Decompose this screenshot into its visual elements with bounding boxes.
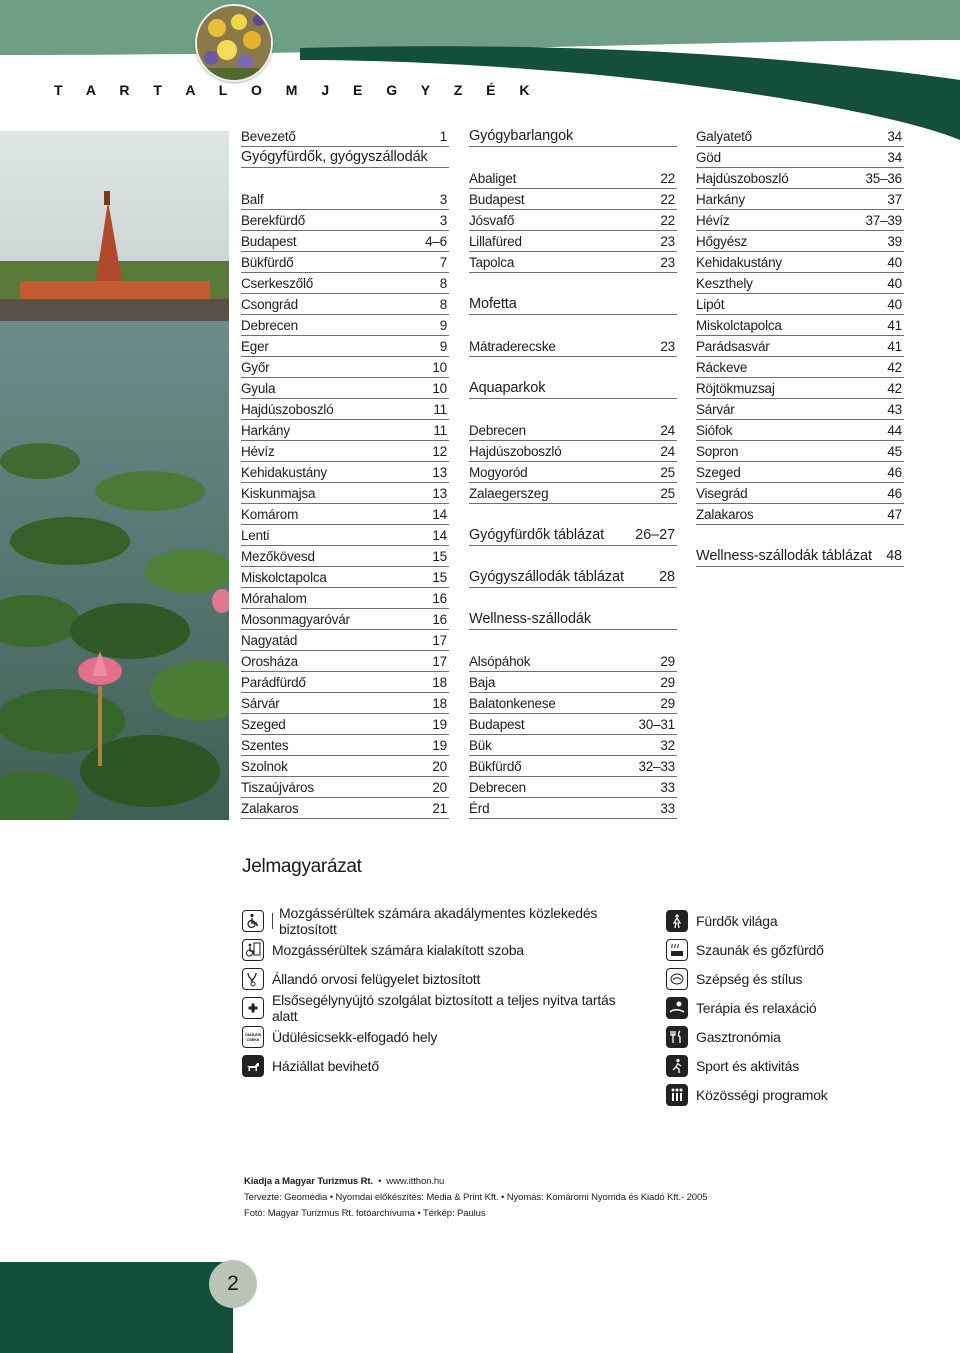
legend-item [242, 906, 642, 935]
toc-entry [696, 421, 904, 441]
toc-entry [469, 232, 677, 252]
toc-entry-label: Debrecen [469, 780, 526, 795]
toc-entry-label: Győr [241, 360, 270, 375]
page-number: 2 [209, 1260, 257, 1308]
toc-entry-page: 10 [432, 360, 447, 375]
legend-item [666, 993, 906, 1022]
toc-entry-label: Szentes [241, 738, 289, 753]
toc-entry [696, 379, 904, 399]
toc-entry-label: Hévíz [241, 444, 275, 459]
publisher: Kiadja a Magyar Turizmus Rt. [244, 1176, 373, 1187]
toc-entry-label: Abaliget [469, 171, 517, 186]
toc-entry-label: Mofetta [469, 296, 517, 312]
toc-entry-label: Mezőkövesd [241, 549, 315, 564]
toc-entry [696, 127, 904, 147]
toc-entry-label: Tapolca [469, 255, 515, 270]
toc-column-2 [469, 127, 677, 820]
toc-entry [469, 253, 677, 273]
toc-entry [469, 799, 677, 819]
toc-entry-page: 33 [660, 801, 675, 816]
toc-spacer [469, 631, 677, 651]
voucher-badge-text: ÜDÜLÉSI CSEKK [245, 1031, 262, 1042]
toc-entry-page: 23 [660, 234, 675, 249]
toc-entry [241, 799, 449, 819]
toc-entry-label: Göd [696, 150, 721, 165]
toc-entry [469, 337, 677, 357]
toc-entry-page: 14 [432, 528, 447, 543]
legend-item-label: Szépség és stílus [696, 970, 803, 987]
toc-entry [241, 127, 449, 147]
toc-entry [241, 526, 449, 546]
therapy-icon [666, 997, 688, 1019]
toc-entry-page: 34 [887, 129, 902, 144]
toc-entry [696, 547, 904, 567]
legend-item [242, 935, 642, 964]
legend-item-label: Szaunák és gőzfürdő [696, 941, 824, 958]
toc-entry-label: Galyatető [696, 129, 752, 144]
toc-entry-page: 15 [432, 549, 447, 564]
legend-item-label: Állandó orvosi felügyelet biztosított [272, 970, 481, 987]
toc-entry-label: Szeged [696, 465, 741, 480]
toc-entry-page: 29 [660, 675, 675, 690]
toc-entry [241, 631, 449, 651]
toc-entry [241, 442, 449, 462]
toc-entry-page: 34 [887, 150, 902, 165]
toc-entry [241, 232, 449, 252]
toc-entry-label: Nagyatád [241, 633, 298, 648]
gastronomy-icon [666, 1026, 688, 1048]
legend-item [242, 964, 642, 993]
toc-entry-label: Gyógyfürdők, gyógyszállodák [241, 149, 428, 165]
toc-entry-label: Visegrád [696, 486, 748, 501]
toc-entry [469, 190, 677, 210]
toc-entry-page: 42 [887, 360, 902, 375]
toc-entry [469, 715, 677, 735]
toc-entry-page: 23 [660, 339, 675, 354]
toc-entry-page: 46 [887, 465, 902, 480]
toc-entry-page: 28 [659, 569, 675, 585]
toc-entry [469, 694, 677, 714]
holiday-voucher-icon [242, 1026, 264, 1048]
toc-entry [696, 253, 904, 273]
legend-item [242, 1051, 642, 1080]
sport-icon [666, 1055, 688, 1077]
toc-entry-label: Lillafüred [469, 234, 522, 249]
medical-supervision-icon [242, 968, 264, 990]
toc-entry [241, 715, 449, 735]
toc-entry-page: 23 [660, 255, 675, 270]
accessible-room-icon [242, 939, 264, 961]
toc-entry [469, 379, 677, 399]
toc-entry [241, 421, 449, 441]
legend-title: Jelmagyarázat [242, 856, 362, 877]
flower-photo-badge [195, 4, 273, 82]
toc-entry-page: 17 [432, 654, 447, 669]
community-icon [666, 1084, 688, 1106]
footer-band [0, 1262, 233, 1353]
toc-entry-label: Keszthely [696, 276, 753, 291]
toc-entry-label: Lenti [241, 528, 270, 543]
toc-entry-page: 16 [432, 591, 447, 606]
toc-entry [241, 148, 449, 168]
toc-entry [469, 169, 677, 189]
toc-entry-label: Mórahalom [241, 591, 307, 606]
toc-entry-label: Jósvafő [469, 213, 515, 228]
toc-entry [241, 484, 449, 504]
legend-item-label: Elsősegélynyújtó szolgálat biztosított a teljes nyitva tartás alatt [272, 991, 616, 1024]
toc-entry-label: Harkány [696, 192, 745, 207]
toc-entry-label: Mátraderecske [469, 339, 556, 354]
toc-entry-page: 3 [439, 192, 447, 207]
legend-item-label: Közösségi programok [696, 1086, 828, 1103]
toc-entry-label: Berekfürdő [241, 213, 306, 228]
toc-entry-label: Sárvár [241, 696, 280, 711]
toc-entry-label: Hajdúszoboszló [696, 171, 789, 186]
toc-entry-label: Szeged [241, 717, 286, 732]
toc-entry-label: Kehidakustány [241, 465, 327, 480]
toc-entry [696, 232, 904, 252]
toc-entry [696, 463, 904, 483]
toc-entry-label: Gyógyfürdők táblázat [469, 527, 605, 543]
toc-entry-label: Hévíz [696, 213, 730, 228]
toc-entry [241, 211, 449, 231]
toc-entry-page: 19 [432, 717, 447, 732]
toc-entry [241, 274, 449, 294]
toc-entry-label: Miskolctapolca [241, 570, 327, 585]
toc-entry-page: 9 [439, 318, 447, 333]
toc-entry-page: 40 [887, 255, 902, 270]
toc-entry-page: 41 [887, 318, 902, 333]
toc-entry-page: 29 [660, 654, 675, 669]
toc-entry-page: 10 [432, 381, 447, 396]
toc-entry [696, 484, 904, 504]
legend-item [666, 964, 906, 993]
toc-entry [241, 379, 449, 399]
toc-entry-label: Zalakaros [696, 507, 754, 522]
toc-entry-page: 12 [432, 444, 447, 459]
toc-spacer [469, 589, 677, 609]
toc-entry-label: Eger [241, 339, 269, 354]
toc-spacer [241, 169, 449, 189]
lake-photo [0, 131, 229, 820]
toc-entry-label: Szolnok [241, 759, 288, 774]
toc-entry [696, 169, 904, 189]
legend-item [666, 1022, 906, 1051]
toc-entry [469, 442, 677, 462]
toc-entry-page: 39 [887, 234, 902, 249]
toc-entry-page: 29 [660, 696, 675, 711]
toc-entry-page: 47 [887, 507, 902, 522]
toc-entry-label: Érd [469, 801, 490, 816]
toc-entry-page: 48 [886, 548, 902, 564]
toc-entry-label: Baja [469, 675, 496, 690]
toc-entry-label: Miskolctapolca [696, 318, 782, 333]
toc-entry-label: Siófok [696, 423, 733, 438]
toc-entry-page: 20 [432, 780, 447, 795]
toc-entry-label: Budapest [241, 234, 297, 249]
toc-entry-label: Hajdúszoboszló [469, 444, 562, 459]
toc-entry [469, 736, 677, 756]
toc-entry [469, 421, 677, 441]
toc-entry [241, 358, 449, 378]
toc-entry-page: 13 [432, 486, 447, 501]
bath-world-icon [666, 910, 688, 932]
toc-entry [469, 778, 677, 798]
toc-entry-label: Wellness-szállodák táblázat [696, 548, 872, 564]
toc-entry-page: 43 [887, 402, 902, 417]
toc-entry-label: Lipót [696, 297, 725, 312]
toc-entry-page: 9 [439, 339, 447, 354]
toc-entry [696, 274, 904, 294]
toc-entry [241, 778, 449, 798]
toc-entry-page: 13 [432, 465, 447, 480]
toc-entry [241, 652, 449, 672]
toc-entry-label: Gyógybarlangok [469, 128, 574, 144]
toc-entry [696, 505, 904, 525]
toc-entry-label: Cserkeszőlő [241, 276, 314, 291]
toc-entry-page: 40 [887, 276, 902, 291]
toc-spacer [469, 505, 677, 525]
toc-entry [696, 211, 904, 231]
toc-entry-page: 11 [433, 402, 447, 417]
toc-entry [241, 673, 449, 693]
toc-entry-page: 16 [432, 612, 447, 627]
toc-entry [696, 190, 904, 210]
toc-entry-label: Parádfürdő [241, 675, 306, 690]
legend-item-label: Üdülésicsekk-elfogadó hely [272, 1028, 438, 1045]
toc-entry [241, 463, 449, 483]
toc-entry [469, 211, 677, 231]
toc-entry-label: Balatonkenese [469, 696, 556, 711]
toc-entry [469, 463, 677, 483]
legend-item-label: Sport és aktivitás [696, 1057, 799, 1074]
separator [272, 913, 273, 929]
sauna-icon [666, 939, 688, 961]
legend-list-left [242, 906, 642, 1080]
toc-entry-label: Parádsasvár [696, 339, 770, 354]
toc-entry [241, 568, 449, 588]
legend-item [242, 1022, 642, 1051]
toc-entry-page: 32–33 [638, 759, 675, 774]
toc-spacer [469, 547, 677, 567]
toc-entry-label: Zalakaros [241, 801, 299, 816]
toc-entry [696, 442, 904, 462]
toc-entry-label: Bevezető [241, 129, 296, 144]
toc-entry-label: Alsópáhok [469, 654, 531, 669]
toc-entry-label: Kiskunmajsa [241, 486, 316, 501]
toc-entry [696, 358, 904, 378]
toc-entry-page: 14 [432, 507, 447, 522]
toc-entry-page: 37 [887, 192, 902, 207]
toc-entry [469, 568, 677, 588]
toc-entry-page: 45 [887, 444, 902, 459]
legend-item-label: Mozgássérültek számára akadálymentes közlekedés biztosított [279, 904, 598, 937]
toc-entry-label: Debrecen [469, 423, 526, 438]
toc-entry-label: Sárvár [696, 402, 735, 417]
page-title: T A R T A L O M J E G Y Z É K [54, 82, 540, 98]
toc-entry [241, 190, 449, 210]
toc-entry [241, 757, 449, 777]
toc-entry-page: 30–31 [638, 717, 675, 732]
toc-spacer [469, 358, 677, 378]
toc-entry [469, 127, 677, 147]
legend-list-right [666, 906, 906, 1109]
toc-entry [469, 295, 677, 315]
toc-entry-page: 1 [439, 129, 447, 144]
toc-entry [469, 526, 677, 546]
toc-entry-page: 11 [433, 423, 447, 438]
toc-entry-page: 25 [660, 465, 675, 480]
toc-spacer [696, 526, 904, 546]
toc-column-3 [696, 127, 904, 568]
toc-entry-page: 35–36 [865, 171, 902, 186]
toc-entry-label: Harkány [241, 423, 290, 438]
toc-entry [696, 295, 904, 315]
toc-entry-page: 37–39 [865, 213, 902, 228]
toc-entry-label: Bükfürdő [241, 255, 294, 270]
toc-entry [241, 316, 449, 336]
legend-item [666, 1080, 906, 1109]
toc-entry [696, 148, 904, 168]
toc-entry-label: Wellness-szállodák [469, 611, 592, 627]
beauty-icon [666, 968, 688, 990]
toc-entry-label: Csongrád [241, 297, 298, 312]
toc-entry-label: Aquaparkok [469, 380, 546, 396]
toc-entry-label: Kehidakustány [696, 255, 782, 270]
toc-entry-page: 19 [432, 738, 447, 753]
toc-entry [241, 610, 449, 630]
toc-entry-page: 25 [660, 486, 675, 501]
toc-entry [469, 673, 677, 693]
toc-entry-label: Orosháza [241, 654, 298, 669]
toc-entry-page: 20 [432, 759, 447, 774]
toc-entry [241, 694, 449, 714]
toc-entry [696, 400, 904, 420]
toc-entry-page: 15 [432, 570, 447, 585]
toc-entry-page: 8 [439, 297, 447, 312]
toc-spacer [469, 274, 677, 294]
legend-item [666, 1051, 906, 1080]
toc-entry-page: 22 [660, 213, 675, 228]
website-link[interactable]: www.itthon.hu [386, 1176, 445, 1187]
credits: Tervezte: Geomédia • Nyomdai előkészítés: Media & Print Kft. • Nyomás: Komáromi Nyomda és Kiadó Kft.- 2005 [244, 1192, 708, 1203]
toc-entry [696, 337, 904, 357]
toc-entry-page: 18 [432, 696, 447, 711]
toc-entry [241, 547, 449, 567]
toc-entry-label: Zalaegerszeg [469, 486, 549, 501]
toc-entry-label: Hajdúszoboszló [241, 402, 334, 417]
header-wave-band [0, 0, 960, 140]
toc-entry-label: Hőgyész [696, 234, 748, 249]
toc-entry-page: 8 [439, 276, 447, 291]
toc-entry-label: Gyula [241, 381, 276, 396]
toc-entry-page: 18 [432, 675, 447, 690]
toc-entry-label: Sopron [696, 444, 739, 459]
toc-entry [696, 316, 904, 336]
toc-entry-page: 7 [439, 255, 447, 270]
legend-item-label: Gasztronómia [696, 1028, 781, 1045]
toc-entry-label: Mosonmagyaróvár [241, 612, 350, 627]
toc-entry-page: 21 [432, 801, 447, 816]
toc-entry-label: Ráckeve [696, 360, 748, 375]
toc-entry [469, 484, 677, 504]
imprint: Kiadja a Magyar Turizmus Rt. • www.itthon.hu Tervezte: Geomédia • Nyomdai előkészítés: Media & Print Kft. • Nyomás: Komáromi Nyomda és Kiadó Kft.- 2005 Fotó: Magyar Turizmus Rt. fotóarchívuma • Térkép: Paulus [244, 1174, 707, 1222]
toc-entry [241, 589, 449, 609]
legend-item-label: Fürdők világa [696, 912, 778, 929]
toc-entry-label: Budapest [469, 717, 525, 732]
toc-entry [469, 610, 677, 630]
toc-spacer [469, 316, 677, 336]
toc-entry [469, 757, 677, 777]
toc-entry-page: 33 [660, 780, 675, 795]
toc-entry-label: Tiszaújváros [241, 780, 314, 795]
toc-entry-label: Komárom [241, 507, 299, 522]
toc-entry-page: 4–6 [425, 234, 447, 249]
legend-item [242, 993, 642, 1022]
legend-item [666, 935, 906, 964]
toc-entry-label: Röjtökmuzsaj [696, 381, 775, 396]
legend-item-label: Terápia és relaxáció [696, 999, 817, 1016]
toc-column-1 [241, 127, 449, 820]
toc-entry-page: 24 [660, 444, 675, 459]
toc-entry-page: 44 [887, 423, 902, 438]
toc-entry-label: Debrecen [241, 318, 298, 333]
toc-entry-label: Balf [241, 192, 264, 207]
toc-entry [241, 505, 449, 525]
toc-entry-page: 40 [887, 297, 902, 312]
toc-spacer [469, 148, 677, 168]
legend-item-label: Háziállat bevihető [272, 1057, 379, 1074]
toc-entry [241, 337, 449, 357]
toc-entry-page: 42 [887, 381, 902, 396]
pet-icon [242, 1055, 264, 1077]
toc-entry-label: Bükfürdő [469, 759, 522, 774]
toc-spacer [469, 400, 677, 420]
toc-entry-label: Budapest [469, 192, 525, 207]
toc-entry-page: 41 [887, 339, 902, 354]
toc-entry-page: 22 [660, 192, 675, 207]
legend-item-label: Mozgássérültek számára kialakított szoba [272, 941, 524, 958]
toc-entry [241, 736, 449, 756]
legend-item [666, 906, 906, 935]
wheelchair-icon [242, 910, 264, 932]
toc-entry-page: 32 [660, 738, 675, 753]
photo-credits: Fotó: Magyar Turizmus Rt. fotóarchívuma • Térkép: Paulus [244, 1208, 486, 1219]
toc-entry-page: 3 [439, 213, 447, 228]
toc-entry-page: 26–27 [635, 527, 675, 543]
toc-entry-page: 17 [432, 633, 447, 648]
toc-entry-page: 46 [887, 486, 902, 501]
toc-entry [469, 652, 677, 672]
toc-entry-label: Gyógyszállodák táblázat [469, 569, 624, 585]
toc-entry [241, 253, 449, 273]
toc-entry-page: 24 [660, 423, 675, 438]
toc-entry-label: Bük [469, 738, 492, 753]
toc-entry [241, 295, 449, 315]
toc-entry-label: Mogyoród [469, 465, 528, 480]
toc-entry-page: 22 [660, 171, 675, 186]
first-aid-icon [242, 997, 264, 1019]
toc-entry [241, 400, 449, 420]
